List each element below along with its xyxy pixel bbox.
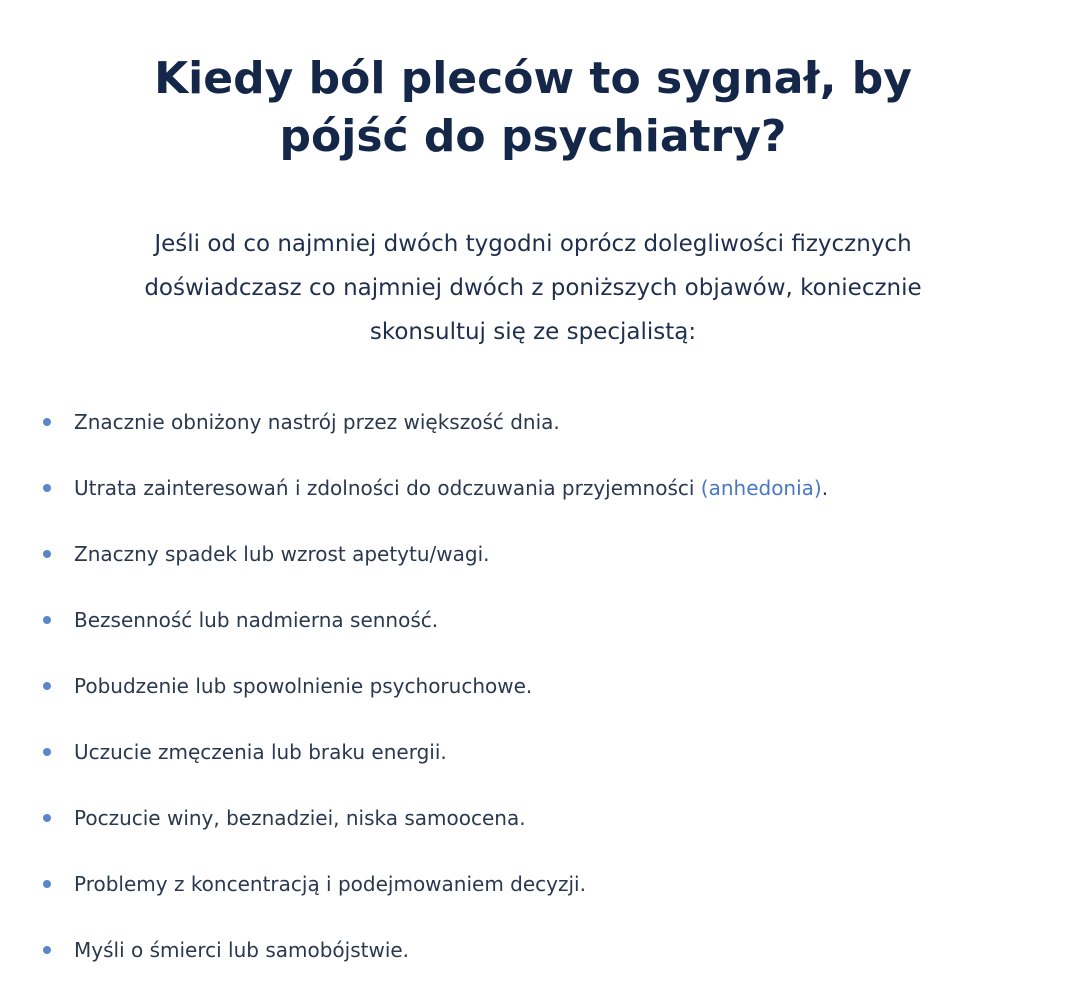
symptom-text: Bezsenność lub nadmierna senność.: [74, 608, 439, 632]
list-item: [0, 851, 1066, 917]
symptom-text: Poczucie winy, beznadziei, niska samoocena.: [74, 806, 526, 830]
intro-paragraph: [40, 222, 1026, 354]
intro-line-2: doświadczasz co najmniej dwóch z poniższych objawów, koniecznie: [144, 275, 922, 301]
bullet-icon: [43, 550, 51, 558]
symptom-text: Myśli o śmierci lub samobójstwie.: [74, 938, 410, 962]
page-title: [0, 50, 1066, 166]
bullet-icon: [43, 682, 51, 690]
list-item: [0, 521, 1066, 587]
bullet-icon: [43, 748, 51, 756]
bullet-icon: [43, 484, 51, 492]
bullet-icon: [43, 814, 51, 822]
anhedonia-link[interactable]: (anhedonia): [700, 476, 822, 500]
symptom-text: Znacznie obniżony nastrój przez większość dnia.: [74, 410, 560, 434]
bullet-icon: [43, 418, 51, 426]
symptom-text: Problemy z koncentracją i podejmowaniem decyzji.: [74, 872, 586, 896]
symptom-text: Utrata zainteresowań i zdolności do odczuwania przyjemności: [74, 476, 701, 500]
list-item: [0, 917, 1066, 983]
list-item: [0, 785, 1066, 851]
intro-line-3: skonsultuj się ze specjalistą:: [369, 319, 697, 345]
symptom-text-suffix: .: [821, 476, 829, 500]
list-item: [0, 389, 1066, 455]
list-item: [0, 653, 1066, 719]
list-item: [0, 455, 1066, 521]
bullet-icon: [43, 880, 51, 888]
page-title-line-2: pójść do psychiatry?: [279, 111, 787, 162]
page-title-line-1: Kiedy ból pleców to sygnał, by: [154, 53, 912, 104]
symptom-text: Pobudzenie lub spowolnienie psychoruchowe.: [74, 674, 533, 698]
bullet-icon: [43, 616, 51, 624]
symptom-list: [0, 389, 1066, 983]
bullet-icon: [43, 946, 51, 954]
list-item: [0, 719, 1066, 785]
list-item: [0, 587, 1066, 653]
symptom-text: Znaczny spadek lub wzrost apetytu/wagi.: [74, 542, 490, 566]
symptom-text: Uczucie zmęczenia lub braku energii.: [74, 740, 447, 764]
intro-line-1: Jeśli od co najmniej dwóch tygodni oprócz dolegliwości fizycznych: [154, 231, 912, 257]
